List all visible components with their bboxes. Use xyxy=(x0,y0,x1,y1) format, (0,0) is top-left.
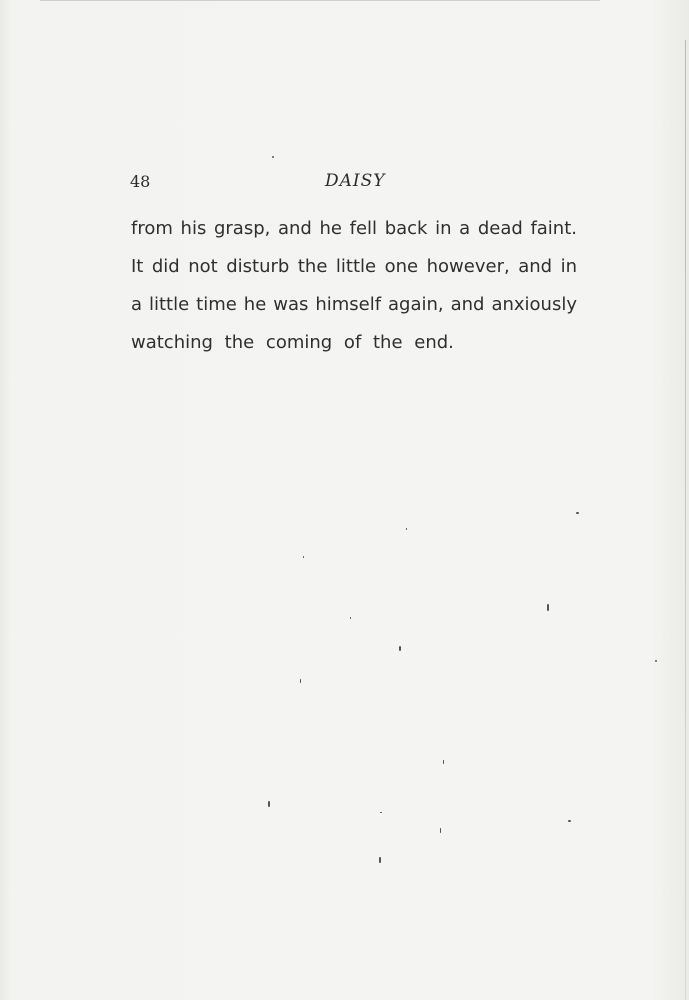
scan-speck xyxy=(268,801,270,807)
scan-speck xyxy=(576,512,579,514)
scan-speck xyxy=(406,528,407,530)
page-number: 48 xyxy=(130,172,151,191)
page-right-edge xyxy=(685,40,686,1000)
scan-speck xyxy=(300,679,301,683)
scan-speck xyxy=(568,820,571,822)
scan-speck xyxy=(655,660,657,662)
running-title: DAISY xyxy=(325,171,386,191)
page-top-edge xyxy=(40,0,600,1)
scan-speck xyxy=(303,556,304,558)
scan-speck xyxy=(380,812,382,813)
running-head xyxy=(130,168,390,194)
text-line: watching the coming of the end. xyxy=(131,332,454,353)
body-text xyxy=(131,213,577,365)
scan-speck xyxy=(350,617,351,619)
scan-speck xyxy=(399,646,401,651)
scan-speck xyxy=(272,156,274,158)
scan-speck xyxy=(379,857,381,863)
text-line: It did not disturb the little one however, and in xyxy=(131,256,577,277)
scan-speck xyxy=(443,760,444,764)
text-line: from his grasp, and he fell back in a dead faint. xyxy=(131,218,577,239)
text-line: a little time he was himself again, and anxiously xyxy=(131,294,577,315)
scan-speck xyxy=(547,604,549,611)
scan-speck xyxy=(440,828,441,833)
